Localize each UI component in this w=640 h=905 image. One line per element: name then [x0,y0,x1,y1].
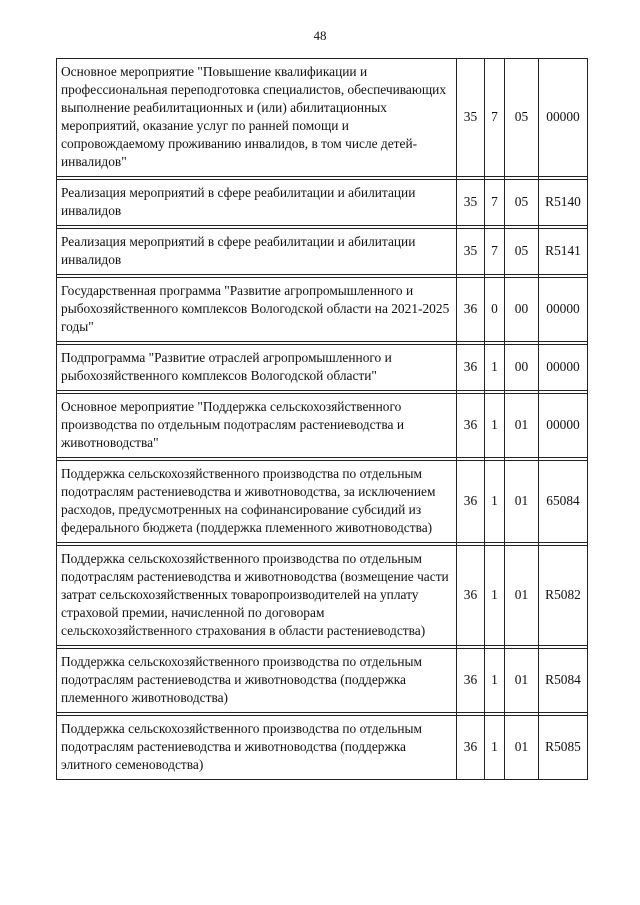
expense-name-cell: Основное мероприятие "Повышение квалификации и профессиональная переподготовка специалистов, обеспечивающих выполнение реабилитационных и (или) абилитационных мероприятий, оказание услуг по ранней помощи и сопровождаемому проживанию инвалидов, в том числе детей-инвалидов" [57,59,457,177]
main-activity-code-cell: 00 [505,345,539,391]
table-row [57,649,588,713]
expense-name-cell: Поддержка сельскохозяйственного производства по отдельным подотраслям растениеводства и животноводства (поддержка племенного животноводства) [57,649,457,713]
program-code-cell: 36 [457,546,485,646]
main-activity-code-cell: 00 [505,278,539,342]
subprogram-code-cell: 1 [485,345,505,391]
expense-name-cell: Поддержка сельскохозяйственного производства по отдельным подотраслям растениеводства и животноводства (поддержка элитного семеноводства) [57,716,457,780]
table-row [57,461,588,543]
program-code-cell: 36 [457,716,485,780]
expense-direction-code-cell: 65084 [539,461,588,543]
expense-direction-code-cell: R5084 [539,649,588,713]
expense-name-cell: Реализация мероприятий в сфере реабилитации и абилитации инвалидов [57,180,457,226]
subprogram-code-cell: 1 [485,461,505,543]
program-code-cell: 36 [457,278,485,342]
expense-name-cell: Государственная программа "Развитие агропромышленного и рыбохозяйственного комплексов Вологодской области на 2021-2025 годы" [57,278,457,342]
expense-name-cell: Основное мероприятие "Поддержка сельскохозяйственного производства по отдельным подотраслям растениеводства и животноводства" [57,394,457,458]
table-body [57,59,588,780]
expense-direction-code-cell: R5141 [539,229,588,275]
main-activity-code-cell: 01 [505,394,539,458]
main-activity-code-cell: 01 [505,649,539,713]
expense-name-cell: Поддержка сельскохозяйственного производства по отдельным подотраслям растениеводства и животноводства (возмещение части затрат сельскохозяйственных товаропроизводителей на уплату страховой премии, начисленной по договорам сельскохозяйственного страхования в области растениеводства) [57,546,457,646]
expense-direction-code-cell: R5082 [539,546,588,646]
subprogram-code-cell: 1 [485,394,505,458]
table-row [57,394,588,458]
expense-name-cell: Подпрограмма "Развитие отраслей агропромышленного и рыбохозяйственного комплексов Вологодской области" [57,345,457,391]
program-code-cell: 35 [457,180,485,226]
subprogram-code-cell: 1 [485,716,505,780]
table-row [57,716,588,780]
subprogram-code-cell: 7 [485,229,505,275]
main-activity-code-cell: 05 [505,59,539,177]
program-code-cell: 35 [457,229,485,275]
expense-direction-code-cell: 00000 [539,59,588,177]
main-activity-code-cell: 05 [505,180,539,226]
expense-direction-code-cell: 00000 [539,345,588,391]
table-row [57,229,588,275]
subprogram-code-cell: 0 [485,278,505,342]
program-code-cell: 36 [457,649,485,713]
budget-classification-table [56,58,588,780]
expense-direction-code-cell: 00000 [539,278,588,342]
expense-direction-code-cell: 00000 [539,394,588,458]
main-activity-code-cell: 01 [505,546,539,646]
subprogram-code-cell: 1 [485,649,505,713]
table-row [57,59,588,177]
expense-name-cell: Поддержка сельскохозяйственного производства по отдельным подотраслям растениеводства и животноводства, за исключением расходов, предусмотренных на софинансирование субсидий из федерального бюджета (поддержка племенного животноводства) [57,461,457,543]
subprogram-code-cell: 7 [485,180,505,226]
program-code-cell: 36 [457,394,485,458]
subprogram-code-cell: 7 [485,59,505,177]
program-code-cell: 35 [457,59,485,177]
expense-direction-code-cell: R5085 [539,716,588,780]
program-code-cell: 36 [457,345,485,391]
table-row [57,546,588,646]
main-activity-code-cell: 01 [505,461,539,543]
main-activity-code-cell: 05 [505,229,539,275]
program-code-cell: 36 [457,461,485,543]
table-row [57,180,588,226]
table-row [57,278,588,342]
main-activity-code-cell: 01 [505,716,539,780]
subprogram-code-cell: 1 [485,546,505,646]
table-row [57,345,588,391]
expense-name-cell: Реализация мероприятий в сфере реабилитации и абилитации инвалидов [57,229,457,275]
page-number: 48 [313,28,327,43]
expense-direction-code-cell: R5140 [539,180,588,226]
